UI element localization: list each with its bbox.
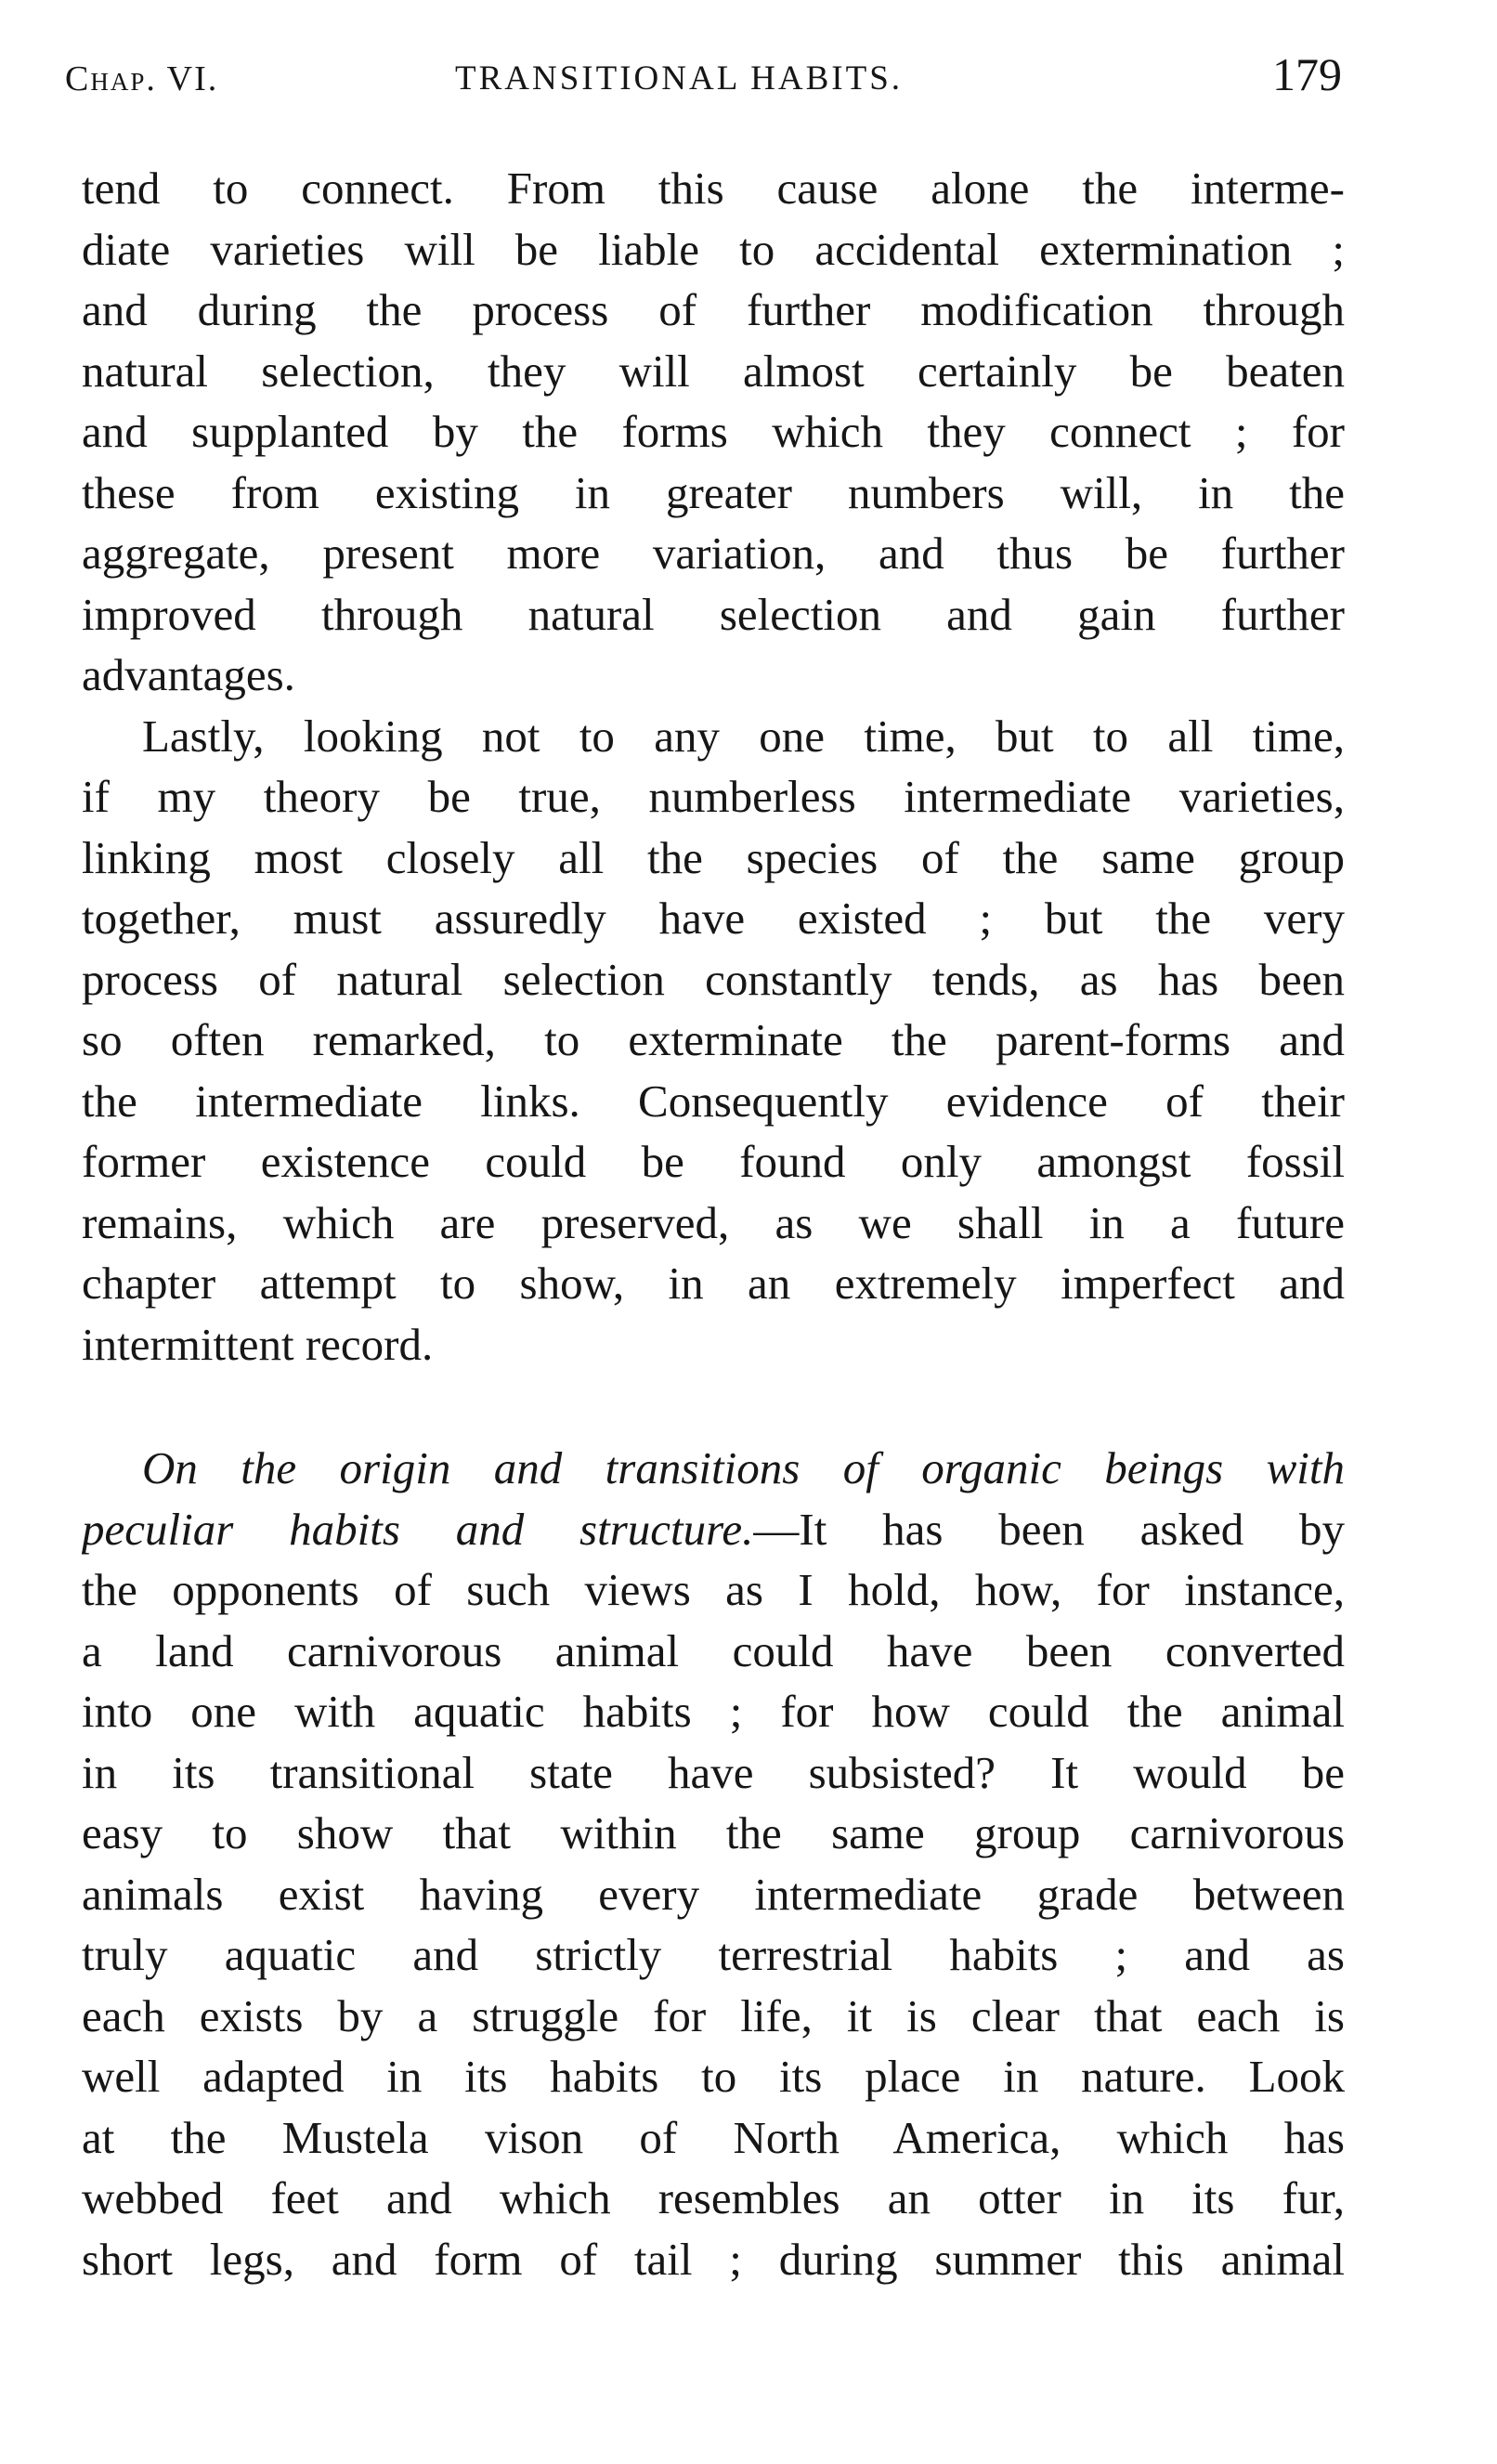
running-header	[65, 42, 1342, 116]
text-line: process of natural selection constantly tends, as has been	[82, 953, 1345, 1005]
text-line: into one with aquatic habits ; for how could the animal	[82, 1686, 1345, 1737]
heading-line-rest: —It has been asked by	[753, 1503, 1345, 1555]
text-line: so often remarked, to exterminate the parent-forms and	[82, 1014, 1345, 1065]
text-line: each exists by a struggle for life, it is clear that each is	[82, 1989, 1345, 2041]
text-line: and supplanted by the forms which they connect ; for	[82, 406, 1345, 457]
text-line: tend to connect. From this cause alone the interme-	[82, 163, 1345, 214]
text-line: at the Mustela vison of North America, which has	[82, 2111, 1345, 2163]
text-line: remains, which are preserved, as we shall in a future	[82, 1196, 1345, 1248]
text-line: animals exist having every intermediate grade between	[82, 1868, 1345, 1920]
running-title: TRANSITIONAL HABITS.	[455, 59, 904, 98]
text-line: natural selection, they will almost certainly be beaten	[82, 345, 1345, 397]
text-line: truly aquatic and strictly terrestrial habits ; and as	[82, 1929, 1345, 1980]
text-line: Lastly, looking not to any one time, but to all time,	[142, 710, 1345, 762]
text-line: the opponents of such views as I hold, how, for instance,	[82, 1564, 1345, 1615]
body-text	[82, 158, 1345, 2289]
text-line: chapter attempt to show, in an extremely imperfect and	[82, 1258, 1345, 1309]
text-line: aggregate, present more variation, and thus be further	[82, 528, 1345, 579]
text-line: in its transitional state have subsisted? It would be	[82, 1746, 1345, 1798]
text-line: former existence could be found only amongst fossil	[82, 1136, 1345, 1187]
text-line: short legs, and form of tail ; during summer this animal	[82, 2233, 1345, 2285]
text-line: if my theory be true, numberless intermediate varieties,	[82, 771, 1345, 822]
text-line: together, must assuredly have existed ; but the very	[82, 893, 1345, 944]
text-line: diate varieties will be liable to accidental extermination ;	[82, 223, 1345, 275]
page-number: 179	[1272, 48, 1342, 100]
text-line: a land carnivorous animal could have been converted	[82, 1624, 1345, 1676]
heading-continuation-line	[82, 1499, 1345, 1560]
text-line: intermittent record.	[82, 1318, 434, 1370]
text-line: improved through natural selection and gain further	[82, 588, 1345, 640]
text-line: these from existing in greater numbers will, in the	[82, 466, 1345, 518]
text-line: linking most closely all the species of the same group	[82, 831, 1345, 883]
paragraph-spacer	[82, 1375, 1345, 1438]
text-line: advantages.	[82, 649, 295, 700]
text-line: and during the process of further modification through	[82, 284, 1345, 335]
text-line: easy to show that within the same group carnivorous	[82, 1807, 1345, 1858]
text-line: the intermediate links. Consequently evidence of their	[82, 1075, 1345, 1127]
paragraph-3	[82, 1438, 1345, 2289]
text-line: well adapted in its habits to its place in nature. Look	[82, 2051, 1345, 2102]
section-heading: On the origin and transitions of organic beings with	[142, 1442, 1345, 1493]
paragraph-1	[82, 158, 1345, 706]
text-line: webbed feet and which resembles an otter in its fur,	[82, 2172, 1345, 2223]
section-heading-continued: peculiar habits and structure.	[82, 1503, 754, 1555]
paragraph-2	[82, 706, 1345, 1375]
chapter-label: Chap. VI.	[65, 59, 219, 98]
